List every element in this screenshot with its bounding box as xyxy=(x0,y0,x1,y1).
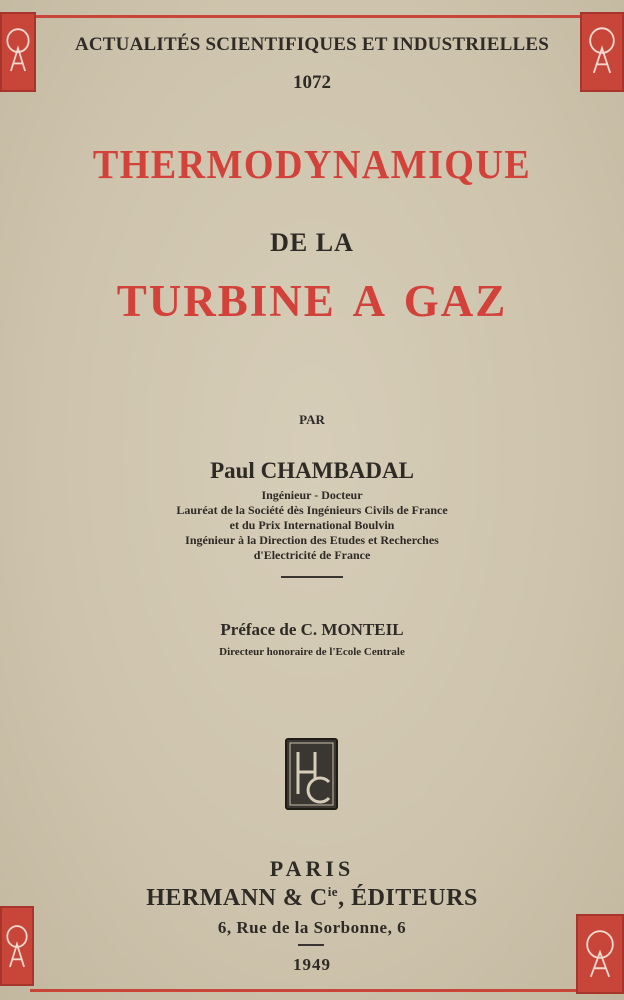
publisher-name-tail: , ÉDITEURS xyxy=(338,885,478,911)
publication-year: 1949 xyxy=(293,955,331,974)
title-line-2: DE LA xyxy=(270,228,354,257)
preface-author-role: Directeur honoraire de l'Ecole Centrale xyxy=(219,646,405,658)
preface-line: Préface de C. MONTEIL xyxy=(220,620,404,639)
series-name: ACTUALITÉS SCIENTIFIQUES ET INDUSTRIELLES xyxy=(74,34,550,55)
publisher-name xyxy=(0,884,624,912)
author-credential: et du Prix International Boulvin xyxy=(229,518,395,532)
series-number: 1072 xyxy=(293,72,331,93)
publisher-monogram-icon xyxy=(285,738,338,810)
author-credential: Lauréat de la Société dès Ingénieurs Civils de France xyxy=(176,503,448,517)
author-credential: Ingénieur - Docteur xyxy=(261,488,363,502)
top-border-line xyxy=(30,15,594,18)
title-line-3: TURBINE A GAZ xyxy=(116,276,508,326)
separator-rule xyxy=(281,576,343,578)
author-name: Paul CHAMBADAL xyxy=(210,458,414,483)
by-label: PAR xyxy=(299,412,325,427)
title-line-1: THERMODYNAMIQUE xyxy=(92,141,532,187)
publisher-name-main: HERMANN & C xyxy=(146,885,328,911)
separator-rule-small xyxy=(298,944,324,946)
bottom-border-line xyxy=(30,989,594,992)
author-credential: d'Electricité de France xyxy=(253,548,371,562)
publisher-address: 6, Rue de la Sorbonne, 6 xyxy=(217,918,407,937)
author-credential: Ingénieur à la Direction des Etudes et Recherches xyxy=(185,533,439,547)
publisher-name-superscript: ie xyxy=(327,884,339,899)
publisher-city: PARIS xyxy=(269,856,355,881)
